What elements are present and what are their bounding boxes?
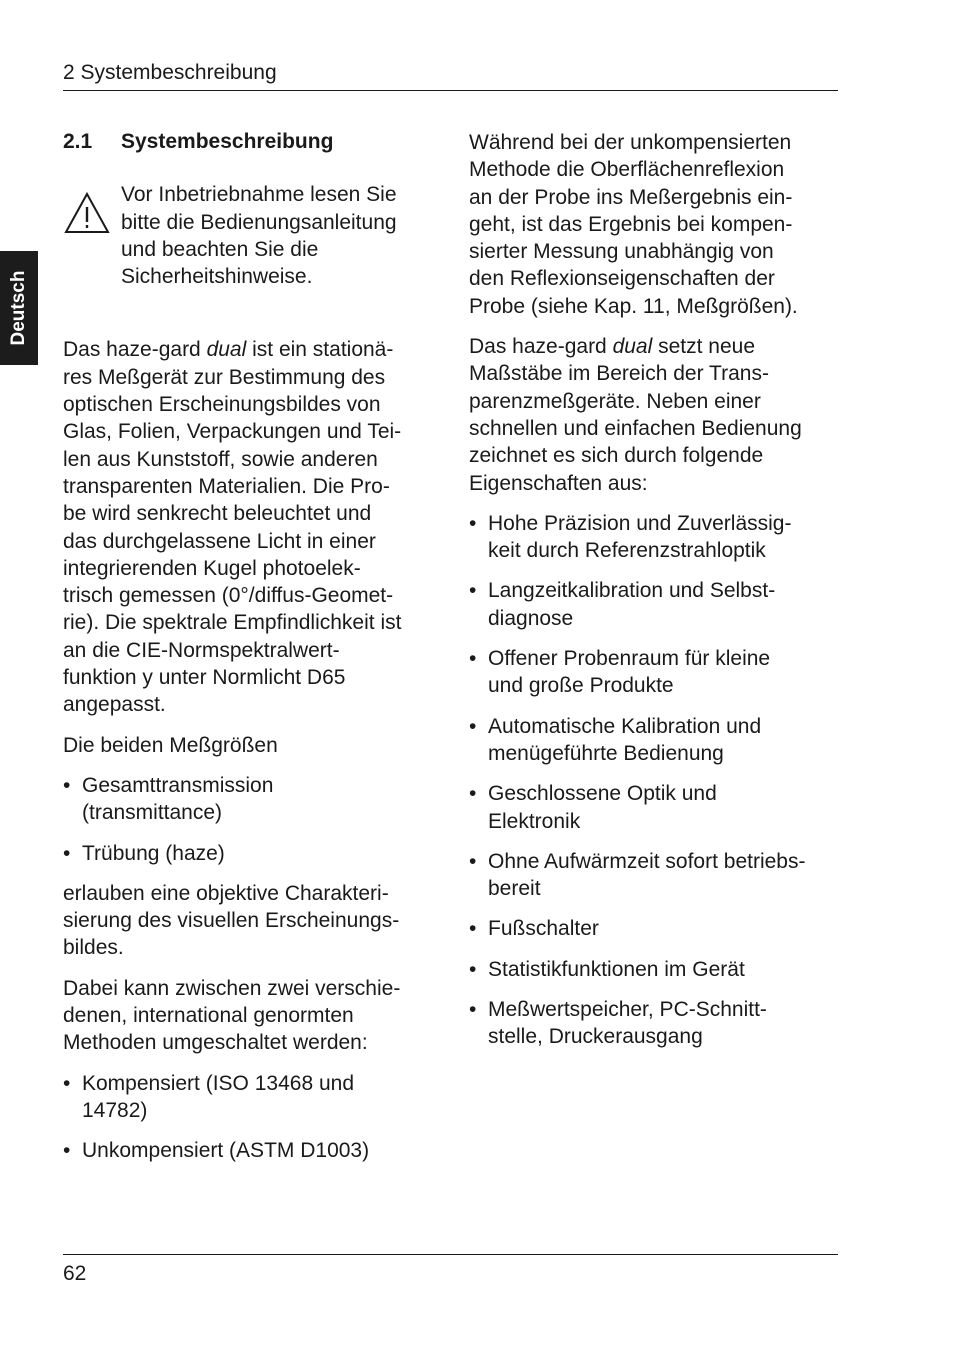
intro-text: Glas, Folien, Verpackungen und Tei-	[63, 420, 402, 444]
warning-line: Sicherheitshinweise.	[121, 265, 313, 289]
right-column	[469, 128, 839, 1064]
paragraph-line: zeichnet es sich durch folgende	[469, 444, 764, 468]
list-item-text: Elektronik	[488, 809, 581, 833]
list-item	[469, 645, 839, 700]
paragraph-line: sierung des visuellen Erscheinungs-	[63, 909, 400, 933]
methods-intro-paragraph	[63, 975, 433, 1057]
section-title: Systembeschreibung	[121, 130, 334, 153]
paragraph-text: setzt neue	[652, 335, 756, 359]
intro-text: an die CIE-Normspektralwert-	[63, 638, 340, 662]
section-number: 2.1	[63, 130, 93, 153]
warning-triangle-icon	[63, 181, 121, 290]
list-item	[469, 996, 839, 1051]
page-number: 62	[63, 1262, 87, 1285]
measures-after-paragraph	[63, 880, 433, 962]
product-name-italic: dual	[612, 335, 653, 359]
list-item	[469, 713, 839, 768]
list-item-text: Trübung (haze)	[82, 841, 225, 865]
list-item-text: Kompensiert (ISO 13468 und	[82, 1071, 354, 1095]
language-tab-label: Deutsch	[8, 270, 29, 346]
list-item-text: diagnose	[488, 606, 574, 630]
intro-text: trisch gemessen (0°/diffus-Geomet-	[63, 584, 394, 608]
paragraph-line: Während bei der unkompensierten	[469, 131, 792, 154]
measures-list	[63, 772, 433, 867]
footer-rule	[63, 1254, 838, 1255]
reflection-paragraph	[469, 129, 839, 320]
list-item	[63, 840, 433, 867]
paragraph-line: Probe (siehe Kap. 11, Meßgrößen).	[469, 294, 798, 318]
list-item-text: Meßwertspeicher, PC-Schnitt-	[488, 998, 767, 1022]
paragraph-line: geht, ist das Ergebnis bei kompen-	[469, 212, 793, 236]
list-item-text: Fußschalter	[488, 917, 599, 941]
intro-text: funktion y unter Normlicht D65	[63, 666, 346, 690]
warning-line: bitte die Bedienungsanleitung	[121, 210, 397, 234]
intro-text: rie). Die spektrale Empfindlichkeit ist	[63, 611, 402, 635]
list-item-text: bereit	[488, 877, 541, 901]
intro-text: Das haze-gard	[63, 338, 207, 362]
intro-text: das durchgelassene Licht in einer	[63, 529, 376, 553]
paragraph-line: den Reflexionseigenschaften der	[469, 267, 775, 291]
intro-text: res Meßgerät zur Bestimmung des	[63, 365, 386, 389]
paragraph-line: sierter Messung unabhängig von	[469, 240, 774, 264]
list-item-text: und große Produkte	[488, 674, 674, 698]
intro-text: len aus Kunststoff, sowie anderen	[63, 447, 378, 471]
intro-text: angepasst.	[63, 693, 166, 717]
list-item	[469, 510, 839, 565]
list-item	[63, 1070, 433, 1125]
list-item-text: (transmittance)	[82, 801, 223, 825]
paragraph-line: an der Probe ins Meßergebnis ein-	[469, 185, 793, 209]
header-rule	[63, 90, 838, 91]
warning-line: und beachten Sie die	[121, 237, 319, 261]
list-item	[469, 915, 839, 942]
list-item-text: Gesamttransmission	[82, 773, 274, 797]
list-item	[63, 772, 433, 827]
paragraph-line: Eigenschaften aus:	[469, 471, 648, 495]
list-item-text: stelle, Druckerausgang	[488, 1025, 703, 1049]
list-item-text: Automatische Kalibration und	[488, 714, 762, 738]
list-item	[469, 956, 839, 983]
list-item-text: Geschlossene Optik und	[488, 782, 717, 806]
list-item-text: Langzeitkalibration und Selbst-	[488, 579, 776, 603]
list-item	[469, 848, 839, 903]
features-list	[469, 510, 839, 1051]
product-name-italic: dual	[206, 338, 247, 362]
measures-intro: Die beiden Meßgrößen	[63, 733, 278, 757]
left-column	[63, 128, 433, 1178]
list-item-text: Hohe Präzision und Zuverlässig-	[488, 511, 792, 535]
running-header: 2 Systembeschreibung	[63, 61, 277, 84]
language-tab	[0, 251, 38, 365]
section-heading	[63, 128, 433, 155]
list-item-text: Offener Probenraum für kleine	[488, 647, 771, 671]
list-item-text: menügeführte Bedienung	[488, 741, 724, 765]
safety-warning	[63, 181, 433, 290]
list-item-text: Statistikfunktionen im Gerät	[488, 957, 745, 981]
paragraph-line: Dabei kann zwischen zwei verschie-	[63, 976, 401, 1000]
paragraph-line: Maßstäbe im Bereich der Trans-	[469, 362, 769, 386]
list-item	[469, 780, 839, 835]
paragraph-line: schnellen und einfachen Bedienung	[469, 416, 802, 440]
paragraph-line: denen, international genormten	[63, 1004, 354, 1028]
list-item-text: 14782)	[82, 1098, 148, 1122]
methods-list	[63, 1070, 433, 1165]
list-item	[469, 577, 839, 632]
paragraph-line: Methoden umgeschaltet werden:	[63, 1031, 368, 1055]
list-item-text: Unkompensiert (ASTM D1003)	[82, 1139, 370, 1163]
intro-text: ist ein stationä-	[246, 338, 394, 362]
paragraph-line: bildes.	[63, 936, 124, 960]
warning-text	[121, 181, 397, 290]
paragraph-line: parenzmeßgeräte. Neben einer	[469, 389, 761, 413]
intro-text: optischen Erscheinungsbildes von	[63, 393, 381, 417]
warning-line: Vor Inbetriebnahme lesen Sie	[121, 183, 397, 207]
intro-text: integrierenden Kugel photoelek-	[63, 556, 361, 580]
paragraph-line: erlauben eine objektive Charakteri-	[63, 881, 389, 905]
list-item	[63, 1137, 433, 1164]
paragraph-text: Das haze-gard	[469, 335, 613, 359]
intro-paragraph	[63, 336, 433, 718]
paragraph-line: Methode die Oberflächenreflexion	[469, 158, 785, 182]
list-item-text: Ohne Aufwärmzeit sofort betriebs-	[488, 849, 806, 873]
intro-text: be wird senkrecht beleuchtet und	[63, 502, 372, 526]
intro-text: transparenten Materialien. Die Pro-	[63, 474, 390, 498]
list-item-text: keit durch Referenzstrahloptik	[488, 539, 766, 563]
features-intro-paragraph	[469, 333, 839, 497]
